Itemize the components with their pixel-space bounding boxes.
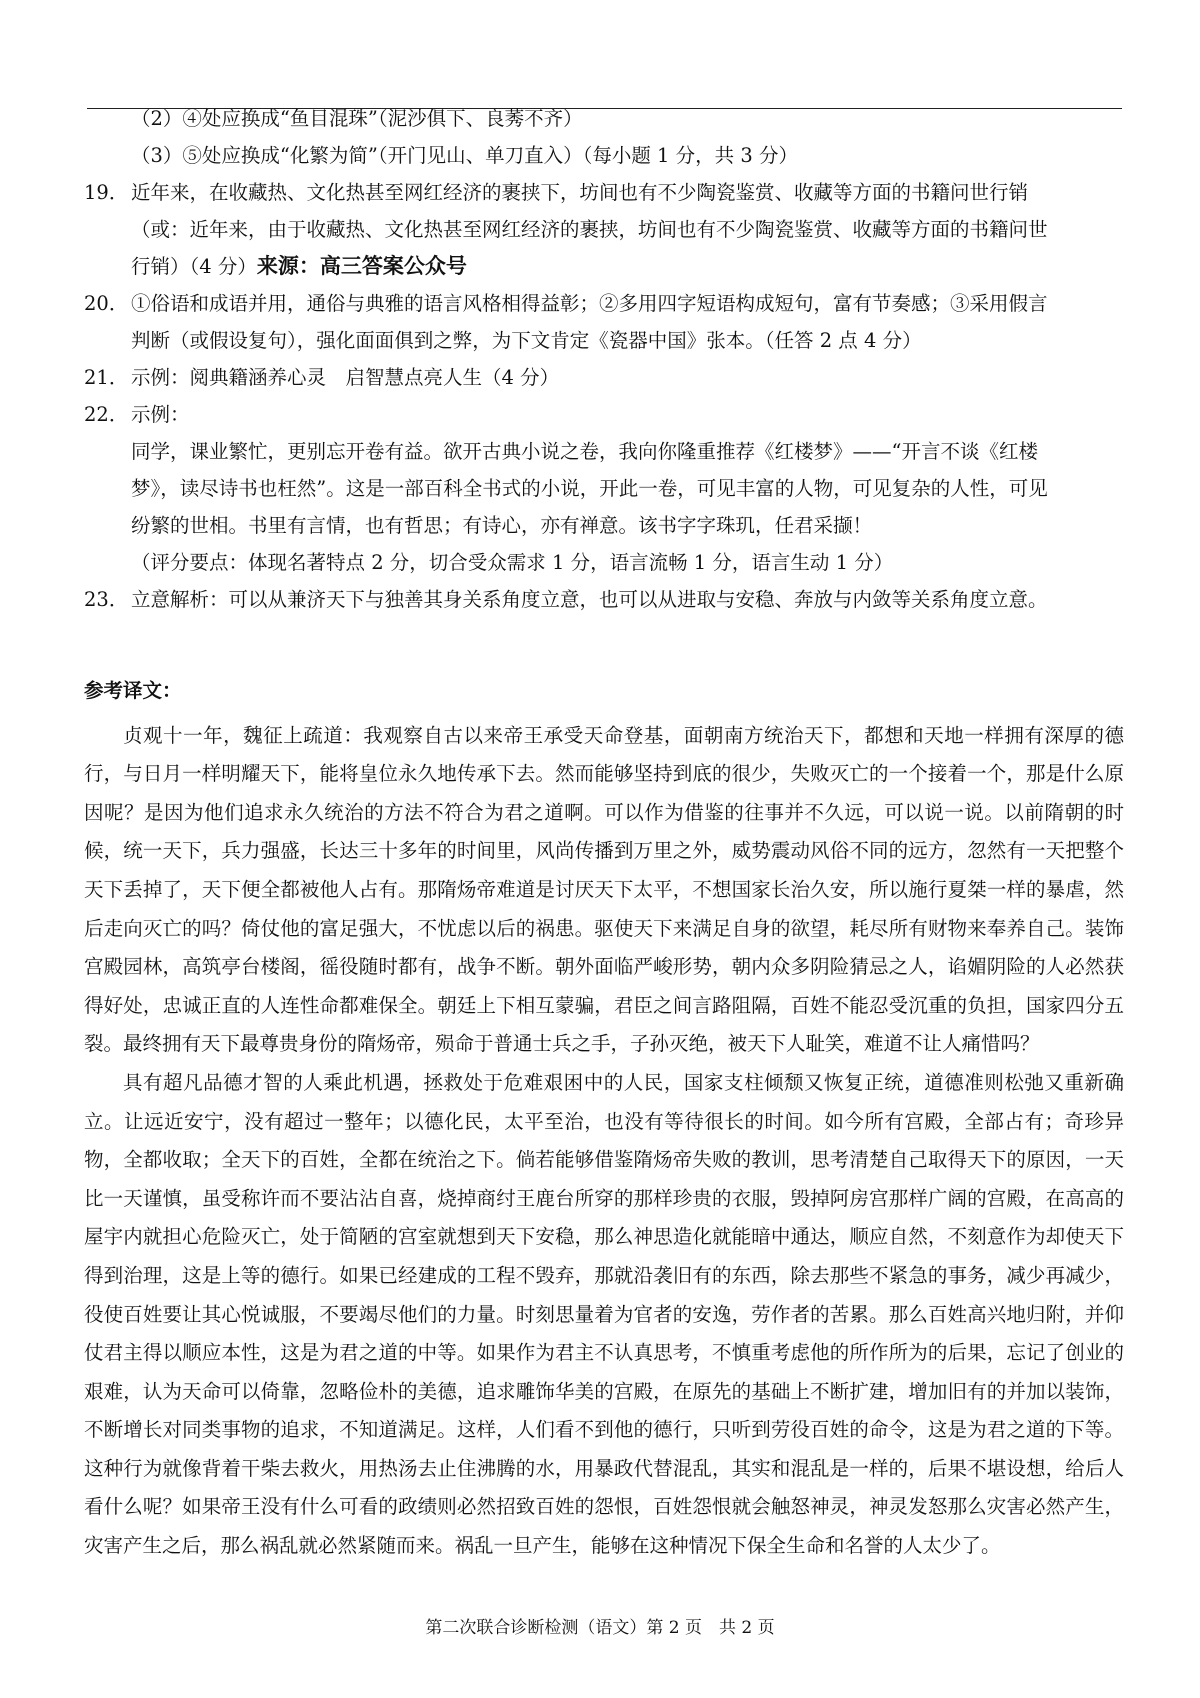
answer-19-score: 行销）（4 分） (131, 255, 257, 278)
answer-20 (84, 285, 1124, 322)
answer-19-line2: （或：近年来，由于收藏热、文化热甚至网红经济的裹挟，坊间也有不少陶瓷鉴赏、收藏等方面的书籍问世 (131, 218, 1048, 241)
answer-18-2: （2）④处应换成“鱼目混珠”（泥沙俱下、良莠不齐） (131, 107, 583, 130)
answer-18-3: （3）⑤处应换成“化繁为简”（开门见山、单刀直入）（每小题 1 分，共 3 分） (131, 144, 798, 167)
answer-23 (84, 581, 1124, 618)
answer-22-line1: 同学，课业繁忙，更别忘开卷有益。欲开古典小说之卷，我向你隆重推荐《红楼梦》——“开言不谈《红楼 (131, 440, 1038, 463)
source-note: 来源：高三答案公众号 (256, 254, 467, 278)
translation-heading: 参考译文： (84, 679, 182, 702)
answer-19-line1: 近年来，在收藏热、文化热甚至网红经济的裹挟下，坊间也有不少陶瓷鉴赏、收藏等方面的书籍问世行销 (131, 181, 1029, 204)
answer-number: 20． (84, 292, 129, 315)
answers-section (84, 100, 1124, 618)
answer-23-text: 立意解析：可以从兼济天下与独善其身关系角度立意，也可以从进取与安稳、奔放与内敛等关系角度立意。 (131, 588, 1048, 611)
answer-number: 22． (84, 403, 129, 426)
answer-22 (84, 396, 1124, 433)
answer-22-scoring: （评分要点：体现名著特点 2 分，切合受众需求 1 分，语言流畅 1 分，语言生动 1 分） (131, 551, 894, 574)
answer-21 (84, 359, 1124, 396)
page-footer: 第二次联合诊断检测（语文）第 2 页 共 2 页 (425, 1618, 775, 1638)
translation-paragraph-2: 具有超凡品德才智的人乘此机遇，拯救处于危难艰困中的人民，国家支柱倾颓又恢复正统，道德准则松弛又重新确立。让远近安宁，没有超过一整年；以德化民，太平至治，也没有等待很长的时间。如今所有宫殿，全部占有；奇珍异物，全都收取；全天下的百姓，全都在统治之下。倘若能够借鉴隋炀帝失败的教训，思考清楚自己取得天下的原因，一天比一天谨慎，虽受称许而不要沾沾自喜，烧掉商纣王鹿台所穿的那样珍贵的衣服，毁掉阿房宫那样广阔的宫殿，在高高的屋宇内就担心危险灭亡，处于简陋的宫室就想到天下安稳，那么神思造化就能暗中通达，顺应自然，不刻意作为却使天下得到治理，这是上等的德行。如果已经建成的工程不毁弃，那就沿袭旧有的东西，除去那些不紧急的事务，减少再减少，役使百姓要让其心悦诚服，不要竭尽他们的力量。时刻思量着为官者的安逸，劳作者的苦累。那么百姓高兴地归附，并仰仗君主得以顺应本性，这是为君之道的中等。如果作为君主不认真思考，不慎重考虑他的所作所为的后果，忘记了创业的艰难，认为天命可以倚靠，忽略俭朴的美德，追求雕饰华美的宫殿，在原先的基础上不断扩建，增加旧有的并加以装饰，不断增长对同类事物的追求，不知道满足。这样，人们看不到他的德行，只听到劳役百姓的命令，这是为君之道的下等。这种行为就像背着干柴去救火，用热汤去止住沸腾的水，用暴政代替混乱，其实和混乱是一样的，后果不堪设想，给后人看什么呢？如果帝王没有什么可看的政绩则必然招致百姓的怨恨，百姓怨恨就会触怒神灵，神灵发怒那么灾害必然产生，灾害产生之后，那么祸乱就必然紧随而来。祸乱一旦产生，能够在这种情况下保全生命和名誉的人太少了。 (84, 1070, 1124, 1558)
answer-20-line1: ①俗语和成语并用，通俗与典雅的语言风格相得益彰；②多用四字短语构成短句，富有节奏感；③采用假言 (131, 292, 1048, 315)
translation-section (84, 672, 1124, 1566)
answer-19 (84, 174, 1124, 211)
answer-22-line2: 梦》，读尽诗书也枉然”。这是一部百科全书式的小说，开此一卷，可见丰富的人物，可见复杂的人性，可见 (131, 477, 1048, 500)
answer-number: 23． (84, 588, 129, 611)
answer-21-text: 示例：阅典籍涵养心灵 启智慧点亮人生（4 分） (131, 366, 560, 389)
translation-paragraph-1: 贞观十一年，魏征上疏道：我观察自古以来帝王承受天命登基，面朝南方统治天下，都想和天地一样拥有深厚的德行，与日月一样明耀天下，能将皇位永久地传承下去。然而能够坚持到底的很少，失败灭亡的一个接着一个，那是什么原因呢？是因为他们追求永久统治的方法不符合为君之道啊。可以作为借鉴的往事并不久远，可以说一说。以前隋朝的时候，统一天下，兵力强盛，长达三十多年的时间里，风尚传播到万里之外，威势震动风俗不同的远方，忽然有一天把整个天下丢掉了，天下便全都被他人占有。那隋炀帝难道是讨厌天下太平，不想国家长治久安，所以施行夏桀一样的暴虐，然后走向灭亡的吗？倚仗他的富足强大，不忧虑以后的祸患。驱使天下来满足自身的欲望，耗尽所有财物来奉养自己。装饰宫殿园林，高筑亭台楼阁，徭役随时都有，战争不断。朝外面临严峻形势，朝内众多阴险猜忌之人，谄媚阴险的人必然获得好处，忠诚正直的人连性命都难保全。朝廷上下相互蒙骗，君臣之间言路阻隔，百姓不能忍受沉重的负担，国家四分五裂。最终拥有天下最尊贵身份的隋炀帝，殒命于普通士兵之手，子孙灭绝，被天下人耻笑，难道不让人痛惜吗？ (84, 723, 1124, 1056)
answer-number: 19． (84, 181, 129, 204)
answer-22-line3: 纷繁的世相。书里有言情，也有哲思；有诗心，亦有禅意。该书字字珠玑，任君采撷！ (131, 514, 873, 537)
answer-19-line3 (84, 248, 1124, 285)
answer-22-label: 示例： (131, 403, 190, 426)
answer-number: 21． (84, 366, 129, 389)
answer-20-line2: 判断（或假设复句），强化面面俱到之弊，为下文肯定《瓷器中国》张本。（任答 2 点 4 分） (131, 329, 922, 352)
